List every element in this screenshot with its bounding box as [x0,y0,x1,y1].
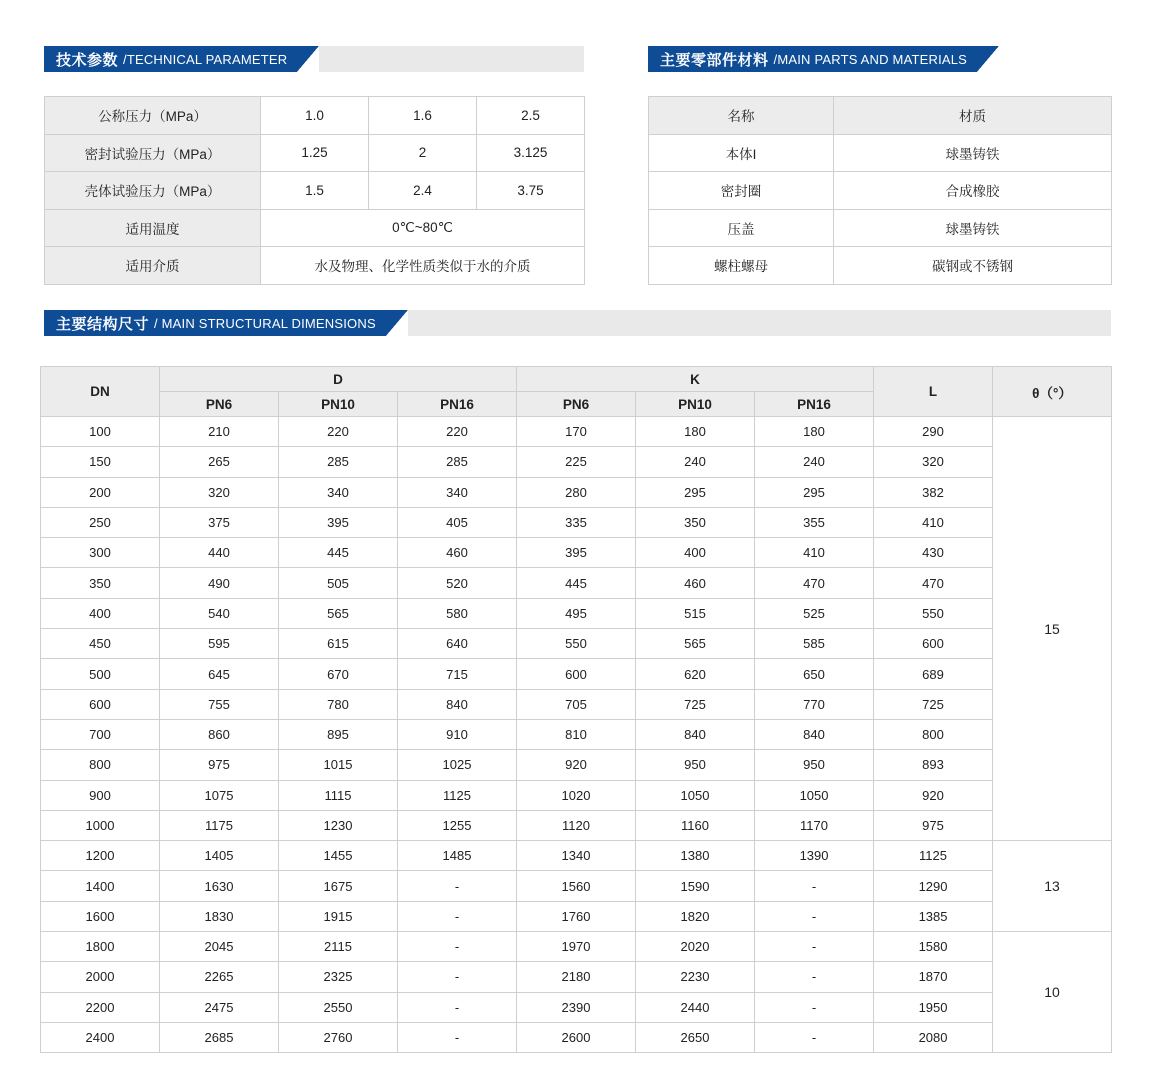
cell-d-pn10: 1115 [279,780,398,810]
cell-dn: 1000 [41,810,160,840]
cell-l: 1580 [874,932,993,962]
cell-k-pn16: - [755,901,874,931]
cell-value: 3.125 [477,134,585,172]
column-header-theta [993,367,1112,417]
cell-d-pn6: 1175 [160,810,279,840]
cell-d-pn6: 1630 [160,871,279,901]
cell-k-pn10: 515 [636,598,755,628]
column-header-k-pn10: PN10 [636,392,755,417]
row-label: 适用温度 [45,209,261,247]
table-row [41,568,1112,598]
column-header-name: 名称 [649,97,834,135]
cell-k-pn10: 1160 [636,810,755,840]
cell-d-pn10: 615 [279,629,398,659]
table-row [41,507,1112,537]
row-label: 密封试验压力（MPa） [45,134,261,172]
cell-dn: 600 [41,689,160,719]
cell-value: 1.25 [261,134,369,172]
cell-l: 470 [874,568,993,598]
cell-d-pn10: 670 [279,659,398,689]
cell-d-pn10: 895 [279,719,398,749]
cell-l: 1870 [874,962,993,992]
cell-d-pn6: 540 [160,598,279,628]
cell-d-pn6: 1405 [160,841,279,871]
cell-material: 球墨铸铁 [834,134,1112,172]
cell-d-pn16: 1025 [398,750,517,780]
cell-value: 0℃~80℃ [261,209,585,247]
cell-dn: 900 [41,780,160,810]
row-label: 公称压力（MPa） [45,97,261,135]
table-row [45,247,585,285]
cell-l: 410 [874,507,993,537]
cell-k-pn10: 950 [636,750,755,780]
cell-k-pn16: 295 [755,477,874,507]
cell-d-pn6: 265 [160,447,279,477]
cell-dn: 1400 [41,871,160,901]
column-header-k-pn16: PN16 [755,392,874,417]
cell-k-pn16: 470 [755,568,874,598]
table-row [41,962,1112,992]
section-header-slant [977,46,999,72]
cell-dn: 200 [41,477,160,507]
cell-d-pn6: 2685 [160,1022,279,1052]
table-row [41,447,1112,477]
cell-d-pn16: - [398,1022,517,1052]
table-row [41,780,1112,810]
cell-dn: 1800 [41,932,160,962]
cell-d-pn16: 340 [398,477,517,507]
cell-dn: 450 [41,629,160,659]
cell-k-pn6: 1340 [517,841,636,871]
cell-dn: 150 [41,447,160,477]
cell-k-pn10: 2440 [636,992,755,1022]
section-header-bar [408,310,1111,336]
cell-d-pn16: 715 [398,659,517,689]
column-header-dn: DN [41,367,160,417]
main-parts-materials-table [648,96,1112,285]
cell-d-pn16: 520 [398,568,517,598]
section-title-cn: 主要结构尺寸 [56,315,150,333]
section-title-en: /MAIN PARTS AND MATERIALS [773,51,968,67]
cell-k-pn6: 445 [517,568,636,598]
cell-part-name: 密封圈 [649,172,834,210]
section-header-bar [319,46,584,72]
table-row [41,719,1112,749]
cell-d-pn10: 2325 [279,962,398,992]
section-title-cn: 技术参数 [56,51,119,69]
cell-value: 2 [369,134,477,172]
cell-value: 2.4 [369,172,477,210]
table-row [41,598,1112,628]
cell-d-pn16: 1255 [398,810,517,840]
cell-dn: 700 [41,719,160,749]
cell-l: 1950 [874,992,993,1022]
cell-material: 碳钢或不锈钢 [834,247,1112,285]
cell-d-pn6: 975 [160,750,279,780]
cell-d-pn16: - [398,901,517,931]
section-header-slant [386,310,408,336]
cell-k-pn6: 170 [517,417,636,447]
cell-k-pn6: 1020 [517,780,636,810]
cell-d-pn6: 1830 [160,901,279,931]
table-row [41,417,1112,447]
cell-d-pn6: 2045 [160,932,279,962]
cell-k-pn10: 1820 [636,901,755,931]
cell-d-pn16: - [398,992,517,1022]
cell-k-pn10: 1050 [636,780,755,810]
cell-l: 550 [874,598,993,628]
cell-d-pn10: 1675 [279,871,398,901]
cell-k-pn16: 355 [755,507,874,537]
cell-l: 975 [874,810,993,840]
table-row [41,810,1112,840]
cell-l: 2080 [874,1022,993,1052]
cell-l: 382 [874,477,993,507]
cell-k-pn16: 650 [755,659,874,689]
cell-d-pn6: 595 [160,629,279,659]
cell-d-pn16: 1125 [398,780,517,810]
table-row [41,689,1112,719]
cell-d-pn10: 2550 [279,992,398,1022]
cell-k-pn16: - [755,992,874,1022]
cell-k-pn6: 1760 [517,901,636,931]
column-header-d-pn10: PN10 [279,392,398,417]
cell-d-pn10: 340 [279,477,398,507]
table-row [41,871,1112,901]
column-header-k-pn6: PN6 [517,392,636,417]
cell-k-pn10: 180 [636,417,755,447]
cell-theta: 15 [993,417,1112,841]
cell-d-pn6: 645 [160,659,279,689]
table-row [45,97,585,135]
cell-k-pn6: 1120 [517,810,636,840]
cell-d-pn16: - [398,962,517,992]
cell-d-pn6: 490 [160,568,279,598]
cell-k-pn6: 495 [517,598,636,628]
cell-k-pn6: 920 [517,750,636,780]
table-row [649,247,1112,285]
table-header-row [649,97,1112,135]
cell-dn: 300 [41,538,160,568]
cell-part-name: 本体I [649,134,834,172]
cell-l: 430 [874,538,993,568]
table-row [41,901,1112,931]
table-row [649,172,1112,210]
cell-dn: 800 [41,750,160,780]
cell-k-pn6: 2180 [517,962,636,992]
cell-l: 1385 [874,901,993,931]
cell-d-pn6: 2265 [160,962,279,992]
cell-d-pn10: 395 [279,507,398,537]
cell-k-pn10: 1380 [636,841,755,871]
cell-d-pn6: 440 [160,538,279,568]
cell-d-pn10: 1230 [279,810,398,840]
cell-k-pn16: 840 [755,719,874,749]
section-header-main-parts-materials [648,46,1111,72]
section-header-main-structural-dimensions-tab [44,310,386,336]
section-header-main-parts-materials-tab [648,46,977,72]
cell-d-pn16: 405 [398,507,517,537]
cell-part-name: 螺柱螺母 [649,247,834,285]
cell-d-pn16: 285 [398,447,517,477]
cell-value: 1.5 [261,172,369,210]
cell-value: 1.0 [261,97,369,135]
table-row [649,209,1112,247]
cell-l: 689 [874,659,993,689]
cell-dn: 250 [41,507,160,537]
cell-d-pn16: 220 [398,417,517,447]
cell-k-pn16: - [755,1022,874,1052]
cell-k-pn16: 950 [755,750,874,780]
table-row [41,932,1112,962]
table-row [649,134,1112,172]
table-row [41,538,1112,568]
cell-dn: 400 [41,598,160,628]
cell-dn: 350 [41,568,160,598]
cell-d-pn6: 375 [160,507,279,537]
cell-d-pn10: 1915 [279,901,398,931]
cell-k-pn16: 240 [755,447,874,477]
cell-k-pn6: 600 [517,659,636,689]
cell-d-pn10: 780 [279,689,398,719]
cell-k-pn6: 705 [517,689,636,719]
cell-dn: 1200 [41,841,160,871]
cell-d-pn6: 210 [160,417,279,447]
cell-k-pn6: 1560 [517,871,636,901]
cell-d-pn10: 285 [279,447,398,477]
technical-parameter-table [44,96,585,285]
cell-d-pn16: 640 [398,629,517,659]
cell-d-pn6: 2475 [160,992,279,1022]
cell-d-pn16: - [398,932,517,962]
table-row [41,750,1112,780]
cell-l: 800 [874,719,993,749]
cell-k-pn10: 350 [636,507,755,537]
cell-k-pn10: 840 [636,719,755,749]
cell-l: 725 [874,689,993,719]
cell-d-pn6: 320 [160,477,279,507]
cell-d-pn16: 910 [398,719,517,749]
table-row [41,841,1112,871]
cell-l: 290 [874,417,993,447]
cell-l: 1290 [874,871,993,901]
cell-dn: 2000 [41,962,160,992]
cell-dn: 100 [41,417,160,447]
column-header-d-pn6: PN6 [160,392,279,417]
cell-k-pn6: 2390 [517,992,636,1022]
column-header-l: L [874,367,993,417]
cell-material: 合成橡胶 [834,172,1112,210]
cell-l: 893 [874,750,993,780]
cell-d-pn10: 445 [279,538,398,568]
table-row [41,477,1112,507]
row-label: 适用介质 [45,247,261,285]
cell-k-pn10: 400 [636,538,755,568]
cell-k-pn16: 410 [755,538,874,568]
cell-d-pn10: 2760 [279,1022,398,1052]
cell-d-pn10: 1015 [279,750,398,780]
cell-k-pn6: 810 [517,719,636,749]
cell-d-pn10: 505 [279,568,398,598]
cell-value: 3.75 [477,172,585,210]
table-row [41,659,1112,689]
cell-k-pn6: 225 [517,447,636,477]
section-header-technical-parameter [44,46,584,72]
cell-k-pn10: 295 [636,477,755,507]
cell-dn: 500 [41,659,160,689]
cell-k-pn16: - [755,962,874,992]
cell-k-pn16: 585 [755,629,874,659]
cell-k-pn16: 1050 [755,780,874,810]
cell-k-pn6: 550 [517,629,636,659]
cell-k-pn10: 1590 [636,871,755,901]
column-header-d: D [160,367,517,392]
table-row [41,1022,1112,1052]
cell-k-pn10: 620 [636,659,755,689]
row-label: 壳体试验压力（MPa） [45,172,261,210]
cell-value: 1.6 [369,97,477,135]
cell-value: 水及物理、化学性质类似于水的介质 [261,247,585,285]
cell-l: 320 [874,447,993,477]
main-structural-dimensions-table [40,366,1112,1053]
cell-k-pn16: - [755,871,874,901]
table-row [45,172,585,210]
table-row [41,992,1112,1022]
cell-k-pn10: 2230 [636,962,755,992]
cell-k-pn10: 565 [636,629,755,659]
cell-k-pn10: 725 [636,689,755,719]
cell-part-name: 压盖 [649,209,834,247]
table-header-row-top [41,367,1112,392]
section-title-en: /TECHNICAL PARAMETER [123,51,288,67]
cell-k-pn10: 2650 [636,1022,755,1052]
cell-d-pn16: - [398,871,517,901]
cell-material: 球墨铸铁 [834,209,1112,247]
cell-dn: 1600 [41,901,160,931]
cell-d-pn10: 220 [279,417,398,447]
section-header-slant [297,46,319,72]
cell-k-pn6: 1970 [517,932,636,962]
section-header-technical-parameter-tab [44,46,297,72]
table-row [41,629,1112,659]
cell-d-pn10: 2115 [279,932,398,962]
cell-k-pn10: 240 [636,447,755,477]
table-row [45,209,585,247]
column-header-material: 材质 [834,97,1112,135]
cell-theta: 10 [993,932,1112,1053]
cell-d-pn16: 460 [398,538,517,568]
cell-d-pn6: 1075 [160,780,279,810]
cell-l: 1125 [874,841,993,871]
cell-k-pn10: 460 [636,568,755,598]
cell-d-pn16: 1485 [398,841,517,871]
cell-k-pn16: 770 [755,689,874,719]
cell-k-pn10: 2020 [636,932,755,962]
cell-d-pn16: 580 [398,598,517,628]
cell-d-pn6: 755 [160,689,279,719]
cell-d-pn6: 860 [160,719,279,749]
cell-d-pn10: 565 [279,598,398,628]
cell-value: 2.5 [477,97,585,135]
cell-dn: 2400 [41,1022,160,1052]
cell-d-pn16: 840 [398,689,517,719]
cell-k-pn16: 1390 [755,841,874,871]
section-title-en: / MAIN STRUCTURAL DIMENSIONS [154,315,376,331]
cell-k-pn16: 525 [755,598,874,628]
cell-k-pn16: - [755,932,874,962]
cell-l: 920 [874,780,993,810]
column-header-d-pn16: PN16 [398,392,517,417]
cell-theta: 13 [993,841,1112,932]
cell-k-pn16: 180 [755,417,874,447]
cell-k-pn16: 1170 [755,810,874,840]
cell-k-pn6: 395 [517,538,636,568]
theta-unit: （°） [1039,385,1072,401]
section-header-main-structural-dimensions [44,310,1111,336]
cell-k-pn6: 2600 [517,1022,636,1052]
table-row [45,134,585,172]
cell-k-pn6: 335 [517,507,636,537]
cell-l: 600 [874,629,993,659]
cell-dn: 2200 [41,992,160,1022]
column-header-k: K [517,367,874,392]
section-title-cn: 主要零部件材料 [660,51,769,69]
cell-d-pn10: 1455 [279,841,398,871]
theta-symbol: θ [1032,385,1040,401]
cell-k-pn6: 280 [517,477,636,507]
